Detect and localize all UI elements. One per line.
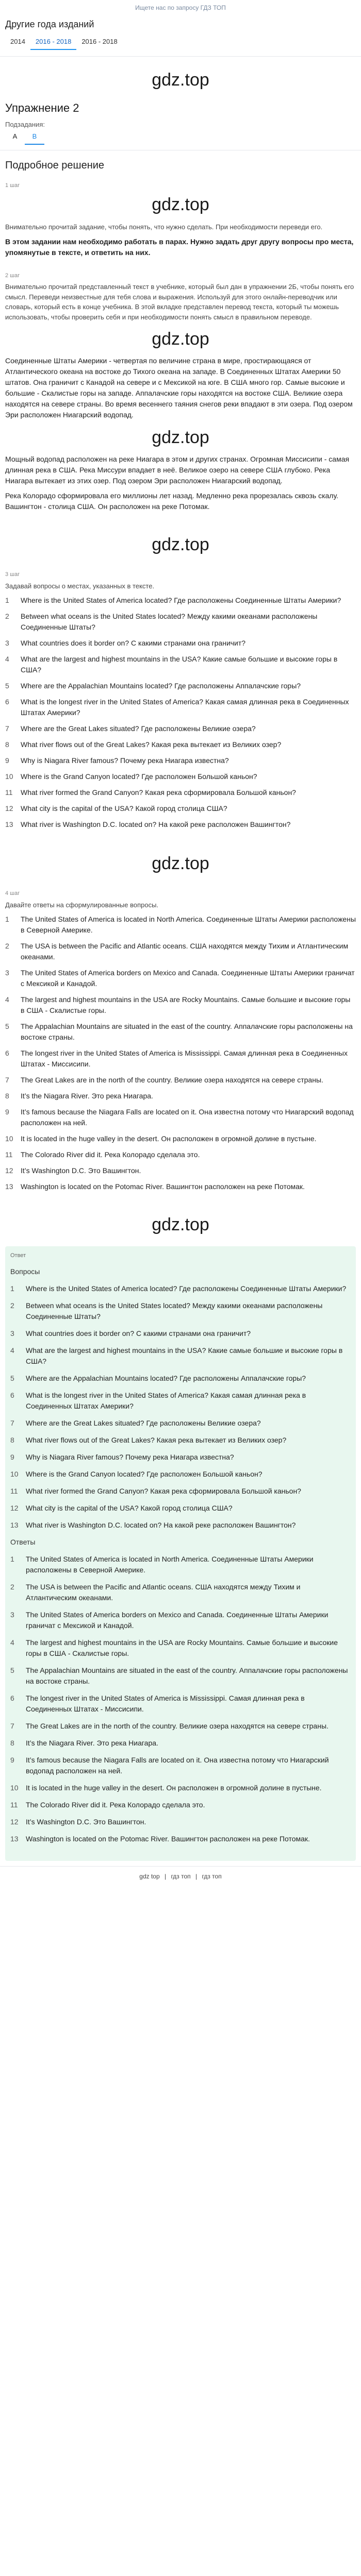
list-item: 6 The longest river in the United States of America is Mississippi. Самая длинная река в Соединенных Штатах - Миссисипи. [10, 1693, 305, 1713]
list-item: 4 What are the largest and highest mountains in the USA? Какие самые большие и высокие горы в США? [5, 655, 338, 674]
list-item: 10 Where is the Grand Canyon located? Где расположен Большой каньон? [5, 772, 257, 781]
list-item: 2 The USA is between the Pacific and Atlantic oceans. США находятся между Тихим и Атлантическим океанами. [10, 1582, 301, 1602]
watermark: gdz.top [152, 329, 209, 349]
answer-tag: Ответ [10, 1252, 26, 1259]
sub-tab[interactable]: A [12, 132, 18, 140]
list-item: 4 The largest and highest mountains in the USA are Rocky Mountains. Самые большие и высокие горы в США - Скалистые горы. [10, 1638, 338, 1657]
footer-link[interactable]: гдз топ [202, 1872, 222, 1880]
list-item: 9 It’s famous because the Niagara Falls are located on it. Она известна потому что Ниагарский водопад расположен на ней. [10, 1755, 329, 1775]
sub-label: Подзадания: [5, 120, 45, 128]
step-intro: Давайте ответы на сформулированные вопросы. [5, 901, 159, 909]
list-item: 10 It is located in the huge valley in the desert. Он расположен в огромной долине в пустыне. [5, 1134, 317, 1143]
footer [0, 1866, 361, 1886]
list-item: 13 Washington is located on the Potomac River. Вашингтон расположен на реке Потомак. [10, 1834, 310, 1843]
year-tab-active[interactable]: 2016 - 2018 [30, 35, 76, 50]
step-1 [0, 178, 361, 268]
footer-link[interactable]: gdz top [139, 1872, 160, 1880]
list-item: 7 The Great Lakes are in the north of the country. Великие озера находятся на севере страны. [10, 1721, 329, 1730]
answer-answer-list [10, 1554, 351, 1844]
top-banner[interactable]: Ищете нас по запросу ГДЗ ТОП [135, 4, 226, 11]
list-item: 5 The Appalachian Mountains are situated in the east of the country. Аппалачские горы расположены на востоке страны. [5, 1022, 353, 1041]
sub-tabs [0, 129, 361, 150]
list-item: 11 What river formed the Grand Canyon? Какая река сформировала Большой каньон? [10, 1486, 301, 1495]
list-item: 1 Where is the United States of America located? Где расположены Соединенные Штаты Америки? [5, 596, 341, 604]
list-item: 4 What are the largest and highest mountains in the USA? Какие самые большие и высокие горы в США? [10, 1346, 343, 1365]
list-item: 10 It is located in the huge valley in the desert. Он расположен в огромной долине в пустыне. [10, 1783, 322, 1792]
watermark: gdz.top [152, 195, 209, 214]
list-item: 9 It’s famous because the Niagara Falls are located on it. Она известна потому что Ниагарский водопад расположен на ней. [5, 1108, 354, 1127]
list-item: 12 It’s Washington D.C. Это Вашингтон. [5, 1166, 141, 1175]
answers-title: Ответы [10, 1537, 36, 1546]
list-item: 12 What city is the capital of the USA? Какой город столица США? [5, 804, 227, 812]
step-label: 4 шаг [5, 890, 20, 896]
step-label: 1 шаг [5, 182, 20, 189]
step-label: 2 шаг [5, 272, 20, 279]
footer-sep: | [165, 1872, 167, 1880]
list-item: 13 What river is Washington D.C. located on? На какой реке расположен Вашингтон? [10, 1520, 296, 1529]
list-item: 1 The United States of America is located in North America. Соединенные Штаты Америки расположены в Северной Америке. [5, 915, 356, 934]
editions-title: Другие года изданий [5, 19, 94, 29]
list-item: 5 Where are the Appalachian Mountains located? Где расположены Аппалачские горы? [10, 1374, 306, 1382]
list-item: 12 What city is the capital of the USA? Какой город столица США? [10, 1503, 233, 1512]
translation-paragraph: Соединенные Штаты Америки - четвертая по величине страна в мире, простирающаяся от Атлантического океана на востоке до Тихого океана на западе. В Соединенных Штатах Америки 50 штатов. Она граничит с Канадой на севере и с Мексикой на юге. В США много гор. Самые высокие и большие - Скалистые горы на западе. Аппалачские горы находятся на востоке США. Великие озера находятся на севере страны. Во время весеннего таяния снегов реки впадают в эти озера. Под озером Эри расположен Ниагарский водопад. [5, 357, 353, 419]
list-item: 11 The Colorado River did it. Река Колорадо сделала это. [10, 1800, 205, 1809]
list-item: 2 Between what oceans is the United States located? Между какими океанами расположены Соединенные Штаты? [10, 1301, 323, 1320]
questions-title: Вопросы [10, 1267, 40, 1276]
watermark: gdz.top [152, 535, 209, 554]
step-2 [0, 268, 361, 523]
list-item: 5 Where are the Appalachian Mountains located? Где расположены Аппалачские горы? [5, 682, 301, 690]
list-item: 2 Between what oceans is the United States located? Между какими океанами расположены Соединенные Штаты? [5, 612, 318, 631]
answer-question-list [10, 1283, 351, 1531]
list-item: 13 Washington is located on the Potomac River. Вашингтон расположен на реке Потомак. [5, 1182, 305, 1191]
list-item: 8 What river flows out of the Great Lakes? Какая река вытекает из Великих озер? [5, 740, 282, 749]
list-item: 11 What river formed the Grand Canyon? Какая река сформировала Большой каньон? [5, 788, 296, 796]
list-item: 3 The United States of America borders on Mexico and Canada. Соединенные Штаты Америки граничат с Мексикой и Канадой. [10, 1610, 329, 1630]
step-intro: Внимательно прочитай задание, чтобы понять, что нужно сделать. При необходимости переведи его. [5, 223, 323, 231]
footer-link[interactable]: гдз топ [171, 1872, 191, 1880]
answer-list [5, 914, 356, 1192]
editions-years [0, 32, 361, 57]
list-item: 11 The Colorado River did it. Река Колорадо сделала это. [5, 1150, 200, 1159]
list-item: 8 It’s the Niagara River. Это река Ниагара. [5, 1092, 153, 1100]
watermark: gdz.top [152, 854, 209, 873]
step-4 [0, 886, 361, 1204]
answer-box [5, 1246, 356, 1861]
list-item: 5 The Appalachian Mountains are situated in the east of the country. Аппалачские горы расположены на востоке страны. [10, 1666, 348, 1685]
year-tab[interactable]: 2016 - 2018 [81, 38, 118, 45]
translation-paragraph: Мощный водопад расположен на реке Ниагара в этом и других странах. Огромная Миссисипи - самая длинная река в США. Река Миссури впадает в неё. Великое озеро на севере США глубоко. Река Ниагара вытекает из этих озер. Под озером Эри расположен Ниагарский водопад. [5, 455, 350, 485]
list-item: 6 The longest river in the United States of America is Mississippi. Самая длинная река в Соединенных Штатах - Миссисипи. [5, 1049, 348, 1068]
list-item: 3 What countries does it border on? С какими странами она граничит? [10, 1329, 251, 1337]
step-intro: Внимательно прочитай представленный текст в учебнике, который был дан в упражнении 2Б, чтобы понять его смысл. Переведи неизвестные для тебя слова и выражения. Используй для этого онлайн-переводчик или словарь, который есть в конце учебника. В этой вкладке представлен перевод текста, который ты можешь использовать, чтобы проверить себя и при необходимости понять смысл в правильном переводе. [5, 283, 354, 321]
list-item: 7 Where are the Great Lakes situated? Где расположены Великие озера? [10, 1418, 261, 1427]
list-item: 13 What river is Washington D.C. located on? На какой реке расположен Вашингтон? [5, 820, 291, 828]
list-item: 1 Where is the United States of America located? Где расположены Соединенные Штаты Америки? [10, 1284, 347, 1293]
solution-title: Подробное решение [5, 159, 105, 171]
watermark: gdz.top [152, 70, 209, 90]
step-text: В этом задании нам необходимо работать в парах. Нужно задать друг другу вопросы про места, упомянутые в тексте, и ответить на них. [5, 237, 354, 257]
question-list [5, 595, 356, 830]
year-tab[interactable]: 2014 [10, 38, 25, 45]
list-item: 2 The USA is between the Pacific and Atlantic oceans. США находятся между Тихим и Атлантическим океанами. [5, 942, 349, 961]
list-item: 4 The largest and highest mountains in the USA are Rocky Mountains. Самые большие и высокие горы в США - Скалистые горы. [5, 995, 351, 1014]
list-item: 12 It’s Washington D.C. Это Вашингтон. [10, 1817, 146, 1826]
exercise-title: Упражнение 2 [5, 101, 79, 114]
watermark: gdz.top [152, 1215, 209, 1234]
list-item: 9 Why is Niagara River famous? Почему река Ниагара известна? [5, 756, 229, 765]
translation-paragraph: Река Колорадо сформировала его миллионы лет назад. Медленно река прорезалась сквозь скалу. Вашингтон - столица США. Он расположен на реке Потомак. [5, 492, 338, 511]
step-label: 3 шаг [5, 571, 20, 578]
list-item: 3 What countries does it border on? С какими странами она граничит? [5, 639, 246, 647]
step-3 [0, 567, 361, 841]
list-item: 10 Where is the Grand Canyon located? Где расположен Большой каньон? [10, 1469, 262, 1478]
watermark: gdz.top [152, 428, 209, 447]
list-item: 9 Why is Niagara River famous? Почему река Ниагара известна? [10, 1452, 234, 1461]
list-item: 3 The United States of America borders on Mexico and Canada. Соединенные Штаты Америки граничат с Мексикой и Канадой. [5, 969, 355, 988]
list-item: 8 It’s the Niagara River. Это река Ниагара. [10, 1738, 158, 1747]
list-item: 7 Where are the Great Lakes situated? Где расположены Великие озера? [5, 724, 256, 733]
list-item: 8 What river flows out of the Great Lakes? Какая река вытекает из Великих озер? [10, 1435, 287, 1444]
list-item: 7 The Great Lakes are in the north of the country. Великие озера находятся на севере страны. [5, 1076, 323, 1084]
list-item: 1 The United States of America is located in North America. Соединенные Штаты Америки расположены в Северной Америке. [10, 1554, 314, 1574]
list-item: 6 What is the longest river in the United States of America? Какая самая длинная река в Соединенных Штатах Америки? [5, 698, 349, 717]
list-item: 6 What is the longest river in the United States of America? Какая самая длинная река в Соединенных Штатах Америки? [10, 1391, 306, 1410]
sub-tab-active[interactable]: B [25, 129, 44, 145]
footer-sep: | [195, 1872, 198, 1880]
step-intro: Задавай вопросы о местах, указанных в тексте. [5, 582, 155, 590]
